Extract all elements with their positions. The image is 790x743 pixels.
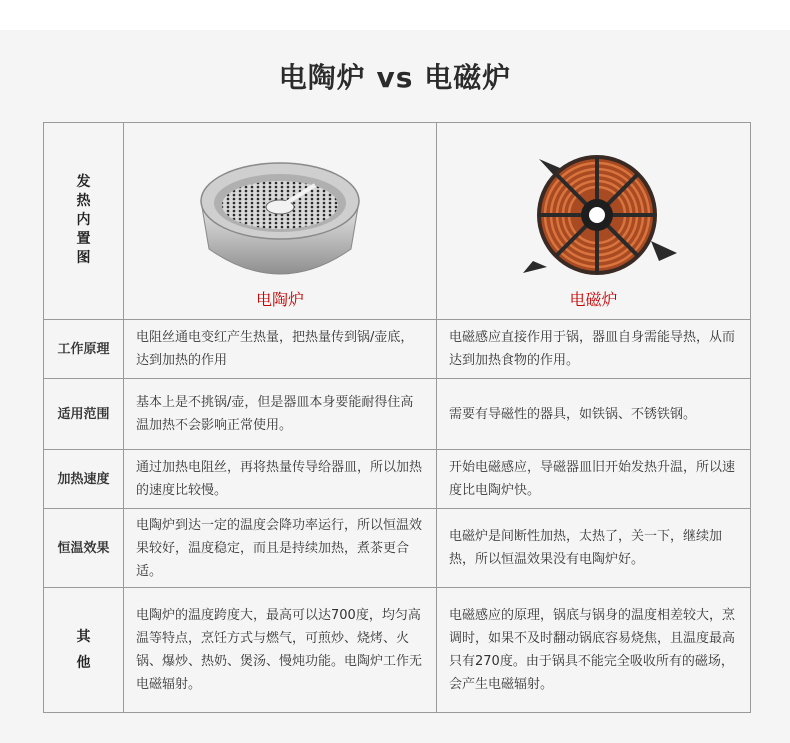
table-row — [44, 379, 751, 450]
table-row-images — [44, 123, 751, 320]
ceramic-cell: 基本上是不挑锅/壶，但是器皿本身要能耐得住高温加热不会影响正常使用。 — [124, 379, 437, 450]
table-row — [44, 588, 751, 713]
row-label: 工作原理 — [44, 320, 124, 379]
ceramic-cell: 电阻丝通电变红产生热量，把热量传到锅/壶底，达到加热的作用 — [124, 320, 437, 379]
induction-stove-caption: 电磁炉 — [569, 289, 618, 309]
induction-cell: 电磁感应的原理，锅底与锅身的温度相差较大，烹调时，如果不及时翻动锅底容易烧焦，且温度最高只有270度。由于锅具不能完全吸收所有的磁场，会产生电磁辐射。 — [437, 588, 751, 713]
ceramic-cell: 通过加热电阻丝，再将热量传导给器皿，所以加热的速度比较慢。 — [124, 450, 437, 509]
row-label-text: 其他 — [76, 629, 91, 671]
ceramic-stove-image-cell — [124, 123, 437, 320]
comparison-table — [43, 122, 751, 713]
row-label-text: 发热内置图 — [76, 173, 91, 266]
row-label-heating-element — [44, 123, 124, 320]
row-label-other — [44, 588, 124, 713]
row-label: 恒温效果 — [44, 509, 124, 588]
ceramic-heating-plate-image — [195, 149, 365, 284]
induction-cell: 需要有导磁性的器具，如铁锅、不锈铁钢。 — [437, 379, 751, 450]
row-label: 加热速度 — [44, 450, 124, 509]
ceramic-cell: 电陶炉的温度跨度大，最高可以达700度，均匀高温等特点，烹饪方式与燃气，可煎炒、烧烤、火锅、爆炒、热奶、煲汤、慢炖功能。电陶炉工作无电磁辐射。 — [124, 588, 437, 713]
ceramic-stove-caption: 电陶炉 — [255, 289, 304, 309]
induction-stove-image-cell — [437, 123, 751, 320]
induction-coil-image — [509, 149, 679, 284]
ceramic-cell: 电陶炉到达一定的温度会降功率运行，所以恒温效果较好，温度稳定，而且是持续加热，煮茶更合适。 — [124, 509, 437, 588]
table-row — [44, 320, 751, 379]
row-label: 适用范围 — [44, 379, 124, 450]
page-title: 电陶炉 vs 电磁炉 — [278, 61, 512, 94]
table-row — [44, 509, 751, 588]
table-row — [44, 450, 751, 509]
induction-cell: 电磁感应直接作用于锅，器皿自身需能导热，从而达到加热食物的作用。 — [437, 320, 751, 379]
induction-cell: 开始电磁感应，导磁器皿旧开始发热升温，所以速度比电陶炉快。 — [437, 450, 751, 509]
induction-cell: 电磁炉是间断性加热，太热了，关一下，继续加热，所以恒温效果没有电陶炉好。 — [437, 509, 751, 588]
top-strip — [0, 0, 790, 30]
